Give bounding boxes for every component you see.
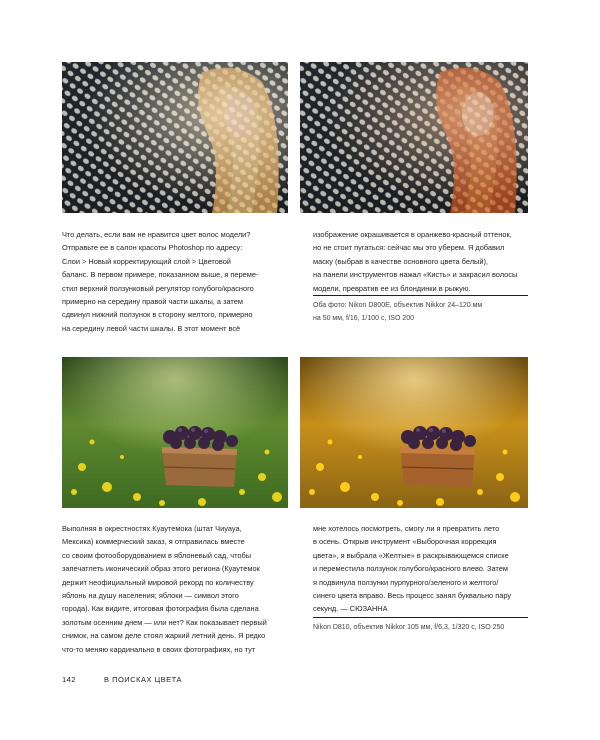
photo-blonde-woman-original — [62, 62, 288, 213]
text-line: мне хотелось посмотреть, смогу ли я превратить лето — [313, 524, 500, 533]
body-text-top-right — [313, 228, 517, 295]
caption-divider — [313, 617, 528, 618]
photo-caption-top — [313, 299, 482, 325]
text-line: золотым осенним днем — или нет? Как показывает первый — [62, 617, 267, 627]
photo-red-hair-woman-edited — [300, 62, 528, 213]
photo-caption-bottom — [313, 621, 504, 634]
body-text-bottom-right — [313, 522, 511, 616]
text-line: секунд. — СЮЗАННА — [313, 604, 388, 614]
text-line: в осень. Открыв инструмент «Выборочная коррекция — [313, 537, 497, 547]
text-line: Слои > Новый корректирующий слой > Цветовой — [62, 256, 231, 266]
text-line: Отправьте ее в салон красоты Photoshop по адресу: — [62, 243, 243, 253]
text-line: сдвинул нижний ползунок в сторону желтого, примерно — [62, 310, 253, 320]
text-line: но не стоит пугаться: сейчас мы это уберем. Я добавил — [313, 243, 505, 253]
body-text-top-left — [62, 228, 258, 335]
text-line: синего цвета вправо. Весь процесс занял буквально пару — [313, 591, 512, 601]
photo-plum-crate-autumn — [300, 357, 528, 508]
text-line: и переместила ползунок голубого/красного влево. Затем — [313, 564, 508, 574]
text-line: Мексика) коммерческий заказ, я отправилась вместе — [62, 537, 245, 547]
text-line: запечатлеть иконический образ этого региона (Куаутемок — [62, 564, 260, 574]
text-line: изображение окрашивается в оранжево-красный оттенок, — [313, 230, 512, 239]
text-line: на середину левой части шкалы. В этот момент всё — [62, 323, 241, 333]
caption-line: Nikon D810, объектив Nikkor 105 мм, f/6,3, 1/320 с, ISO 250 — [313, 624, 505, 631]
text-line: что-то меняю кардинально в своих фотографиях, но тут — [62, 644, 256, 654]
text-line: примерно на середину правой части шкалы, а затем — [62, 297, 243, 307]
text-line: цвета», я выбрала «Желтые» в раскрывающемся списке — [313, 550, 509, 560]
caption-line: Оба фото: Nikon D800E, объектив Nikkor 24–120 мм — [313, 302, 483, 309]
caption-divider — [313, 295, 528, 296]
text-line: яблонь на душу населения; яблоки — символ этого — [62, 591, 239, 601]
photo-plum-crate-summer — [62, 357, 288, 508]
text-line: снимок, на самом деле стоял жаркий летний день. Я редко — [62, 631, 266, 641]
text-line: баланс. В первом примере, показанном выше, я переме- — [62, 270, 259, 280]
text-line: на панели инструментов нажал «Кисть» и закрасил волосы — [313, 270, 518, 280]
text-line: держит неофициальный мировой рекорд по количеству — [62, 577, 254, 587]
text-line: со своим фотооборудованием в яблоневый сад, чтобы — [62, 550, 252, 560]
text-line: города). Как видите, итоговая фотография была сделана — [62, 604, 259, 614]
text-line: Выполняя в окрестностях Куаутемока (штат Чиуауа, — [62, 524, 242, 533]
caption-line: на 50 мм, f/16, 1/100 с, ISO 200 — [313, 315, 415, 322]
page-number: 142 — [62, 675, 77, 684]
body-text-bottom-left — [62, 522, 267, 656]
running-footer-title: В ПОИСКАХ ЦВЕТА — [104, 675, 182, 684]
text-line: маску (выбрав в качестве основного цвета белый), — [313, 256, 488, 266]
text-line: модели, превратив ее из блондинки в рыжую. — [313, 283, 471, 293]
text-line: Что делать, если вам не нравится цвет волос модели? — [62, 230, 251, 239]
text-line: я подвинула ползунки пурпурного/зеленого и желтого/ — [313, 577, 499, 587]
text-line: стил верхний ползунковый регулятор голубого/красного — [62, 283, 254, 293]
